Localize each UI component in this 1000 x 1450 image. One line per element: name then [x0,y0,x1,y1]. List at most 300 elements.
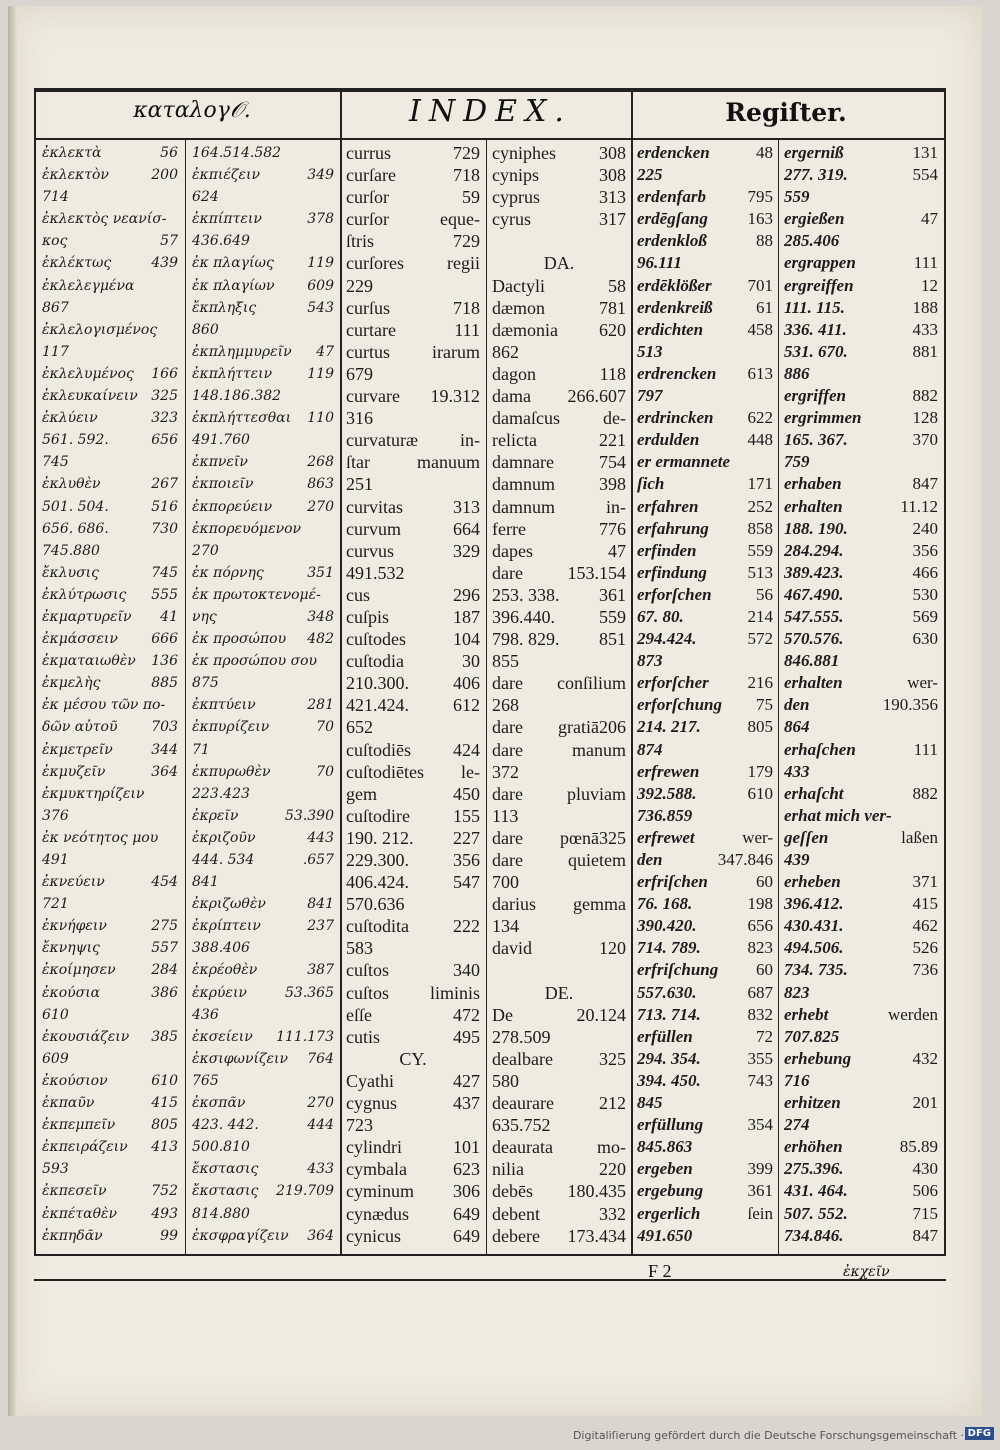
entry-term: cuſpis [346,606,389,627]
index-entry [42,716,178,738]
entry-term: ergebung [637,1181,704,1201]
entry-term: 846.881 [784,651,840,671]
section-heading-label: DA. [543,253,575,274]
section-heading-label: CY. [399,1048,427,1069]
entry-reference: 559 [747,540,773,560]
entry-reference: 354 [747,1115,773,1135]
entry-term: cus [346,584,370,605]
entry-reference: 88 [756,231,773,251]
entry-reference: 281 [307,697,334,714]
index-entry [192,1092,334,1114]
index-entry [784,584,938,606]
index-entry [346,694,480,716]
index-entry [192,429,334,451]
entry-term: 867 [42,299,69,316]
entry-reference: 268 [307,454,334,471]
entry-reference: eque- [440,209,480,230]
index-entry [492,606,626,628]
index-entry [784,1203,938,1225]
entry-term: 570.576. [784,629,844,649]
entry-reference: 163 [747,209,773,229]
index-entry [492,363,626,385]
entry-reference: 427 [453,1070,480,1091]
column-divider-greek [340,88,342,1254]
entry-term: erforſchung [637,695,723,715]
index-entry [42,496,178,518]
index-entry [42,893,178,915]
index-entry [784,1070,938,1092]
index-entry [637,1180,773,1202]
entry-term: 436.649 [192,233,250,250]
entry-reference: 493 [151,1205,178,1222]
entry-reference: 703 [151,719,178,736]
index-entry [42,164,178,186]
index-entry [637,1004,773,1026]
entry-reference: 59 [462,187,480,208]
entry-reference: 85.89 [899,1137,938,1157]
index-entry [637,473,773,495]
entry-term: curſores [346,253,404,274]
entry-term: curſor [346,209,389,230]
entry-term: 679 [346,363,373,384]
entry-term: ἐκπορευόμενον [192,520,302,537]
entry-reference: 776 [599,518,626,539]
entry-reference: 111 [913,253,938,273]
entry-term: currus [346,143,391,163]
entry-term: 745 [42,454,69,471]
index-entry [784,606,938,628]
index-entry [637,959,773,981]
index-entry [492,1070,626,1092]
entry-term: 570.636 [346,894,405,915]
entry-reference: 220 [599,1159,626,1180]
index-entry [637,584,773,606]
entry-term: erdulden [637,430,700,450]
entry-reference: 237 [307,918,334,935]
entry-term: ἐκμελὴς [42,675,101,692]
entry-reference: gemma [573,894,626,915]
entry-reference: .657 [302,852,334,868]
entry-reference: 348 [307,608,334,625]
entry-term: ἐκ προσώπου σου [192,653,318,670]
bottom-rule [34,1254,946,1256]
section-heading [492,982,626,1004]
entry-term: δῶν αὐτοῦ [42,719,118,736]
index-entry [492,1004,626,1026]
entry-term: erdēgſang [637,209,708,229]
entry-term: 734. 735. [784,960,848,980]
entry-reference: 308 [599,143,626,163]
index-entry [192,959,334,981]
entry-term: 421.424. [346,695,409,716]
entry-reference: 666 [151,631,178,648]
index-entry [637,275,773,297]
entry-reference: 715 [912,1203,938,1223]
entry-term: De [492,1004,513,1025]
entry-term: 210.300. [346,673,409,694]
entry-term: ἐκούσια [42,984,101,1001]
entry-reference: quietem [568,850,626,870]
index-entry [784,385,938,407]
index-entry [492,451,626,473]
entry-reference: 805 [747,717,773,737]
entry-term: curtus [346,341,390,362]
index-entry [784,451,938,473]
entry-reference: 687 [747,982,773,1002]
entry-term: 736.859 [637,805,693,825]
entry-term: ἐκματαιωθὲν [42,653,136,670]
index-entry [492,761,626,783]
entry-term: 559 [784,187,810,207]
entry-term: damnare [492,452,554,473]
entry-reference: 424 [453,739,480,760]
index-entry [42,429,178,451]
entry-reference: 20.124 [576,1004,626,1025]
entry-reference: 547 [453,872,480,893]
index-entry [346,252,480,274]
entry-term: dare [492,739,523,760]
entry-reference: 554 [912,165,938,185]
entry-term: ἐκπέταθὲν [42,1205,118,1222]
index-entry [784,937,938,959]
entry-term: 430.431. [784,916,844,936]
section-heading [346,1048,480,1070]
index-entry [42,319,178,341]
index-entry [346,1158,480,1180]
index-entry [346,761,480,783]
subcolumn-divider-german [778,140,779,1254]
index-entry [42,739,178,761]
index-entry [192,982,334,1004]
index-entry [346,827,480,849]
entry-term: νης [192,608,217,625]
entry-term: cuſtodita [346,916,409,937]
index-entry [637,540,773,562]
entry-term: ergeben [637,1159,693,1179]
index-entry [784,783,938,805]
entry-term: erdenfarb [637,187,706,207]
entry-term: er ermannete [637,452,731,472]
entry-term: 431. 464. [784,1181,848,1201]
entry-term: cyrus [492,209,531,230]
entry-term: 561. 592. [42,432,109,449]
entry-reference: 60 [756,872,773,892]
entry-term: erdrencken [637,363,717,383]
entry-term: 444. 534 [192,852,255,868]
index-entry [784,518,938,540]
entry-term: erfriſchung [637,960,719,980]
index-entry [492,562,626,584]
entry-term: 225 [637,165,663,185]
entry-term: ἔκνηψις [42,940,100,957]
entry-term: ἐκ μέσου τῶν πο- [42,697,166,714]
index-entry [192,164,334,186]
entry-term: erdichten [637,319,704,339]
entry-term: 223.423 [192,785,250,802]
entry-term: curvaturæ [346,430,418,451]
entry-reference: 378 [307,211,334,228]
entry-term: Cyathi [346,1070,394,1091]
entry-term: 823 [784,982,810,1002]
entry-term: 111. 115. [784,297,845,317]
index-entry [42,1004,178,1026]
entry-term: ἐκλελεγμένα [42,277,135,294]
entry-reference: 847 [912,1225,938,1245]
entry-reference: 48 [756,143,773,162]
top-rule-thick [34,88,946,92]
index-entry [784,319,938,341]
index-entry [42,937,178,959]
index-entry [42,694,178,716]
entry-reference: 128 [912,408,938,428]
index-entry [492,827,626,849]
entry-reference: 620 [599,319,626,340]
entry-term: ἐκπλημμυρεῖν [192,343,292,360]
index-entry [784,363,938,385]
section-heading-label: DE. [544,982,574,1003]
entry-term: 251 [346,474,373,495]
entry-reference: 53.365 [285,984,334,1001]
index-entry [492,584,626,606]
entry-term: ἐκ πρωτοκτενομέ- [192,586,321,603]
entry-reference: 415 [151,1095,178,1112]
index-entry [346,606,480,628]
index-entry [42,761,178,783]
entry-reference: 443 [307,829,334,846]
entry-term: 188. 190. [784,518,848,538]
entry-term: Dactyli [492,275,545,296]
entry-reference: 325 [151,388,178,405]
entry-reference: 110 [307,410,334,427]
index-entry [346,716,480,738]
entry-reference: conſilium [557,673,626,694]
entry-term: 652 [346,717,373,738]
index-entry [637,1114,773,1136]
entry-reference: 613 [747,363,773,383]
index-entry [492,628,626,650]
entry-term: darius [492,894,536,915]
index-entry [784,959,938,981]
entry-term: david [492,938,532,959]
entry-term: 190. 212. [346,827,414,848]
entry-term: 860 [192,321,219,338]
index-entry [492,518,626,540]
index-entry [346,1026,480,1048]
entry-term: ἐκλεκτὰ [42,145,102,161]
index-entry [784,297,938,319]
entry-term: deaurare [492,1093,554,1114]
entry-term: ἐκ πλαγίων [192,277,275,294]
entry-term: dare [492,673,523,694]
subcolumn-divider-latin [486,140,487,1254]
entry-reference: 120 [599,938,626,959]
entry-reference: 433 [307,1161,334,1178]
index-entry [346,518,480,540]
index-entry [637,606,773,628]
index-entry [192,252,334,274]
entry-reference: 823 [747,938,773,958]
entry-reference: 270 [307,1095,334,1112]
entry-term: ergrimmen [784,408,862,428]
index-entry [192,275,334,297]
entry-term: cynicus [346,1225,401,1246]
entry-reference: 506 [912,1181,938,1201]
index-entry [784,429,938,451]
entry-term: 557.630. [637,982,697,1002]
entry-reference: 332 [599,1203,626,1224]
entry-term: ἐκπνεῖν [192,454,248,471]
entry-reference: 433 [912,319,938,339]
entry-reference: 364 [307,1227,334,1244]
index-entry [346,186,480,208]
index-entry [492,1203,626,1225]
entry-reference: 60 [756,960,773,980]
entry-reference: 516 [151,498,178,515]
index-entry [637,982,773,1004]
index-entry [42,1180,178,1202]
entry-term: 874 [637,739,663,759]
entry-term: ἐκπλήττεσθαι [192,410,292,427]
entry-reference: 56 [756,584,773,604]
index-entry [637,1026,773,1048]
index-entry [784,186,938,208]
entry-reference: 572 [747,629,773,649]
index-entry [784,275,938,297]
entry-term: ἐκλύειν [42,410,98,427]
index-entry [784,252,938,274]
entry-term: ἐκλύτρωσις [42,586,127,603]
entry-reference: 754 [599,452,626,473]
entry-term: ἐκπεμπεῖν [42,1117,116,1134]
index-entry [784,893,938,915]
entry-reference: 858 [747,518,773,538]
entry-reference: manuum [417,452,480,473]
index-entry [192,1048,334,1070]
entry-term: 214. 217. [637,717,701,737]
index-entry [637,186,773,208]
entry-term: ἔκστασις [192,1183,259,1200]
entry-term: cynædus [346,1203,409,1224]
index-entry [784,1048,938,1070]
index-entry [42,208,178,230]
index-entry [784,871,938,893]
index-entry [42,1026,178,1048]
entry-term: cyprus [492,187,540,208]
entry-term: den [637,850,663,869]
entry-reference: 386 [151,984,178,1001]
index-entry [492,893,626,915]
index-entry [492,319,626,341]
index-entry [42,1114,178,1136]
index-entry [42,805,178,827]
entry-term: cygnus [346,1093,397,1114]
index-entry [42,341,178,363]
register-header: Regiſter. [725,98,847,127]
index-entry [492,783,626,805]
index-entry [192,716,334,738]
entry-term: dæmonia [492,319,558,340]
entry-term: nilia [492,1159,524,1180]
entry-term: debere [492,1225,540,1246]
index-entry [784,208,938,230]
index-entry [192,407,334,429]
entry-term: ergreiffen [784,275,854,295]
entry-term: 423. 442. [192,1117,259,1134]
index-entry [192,518,334,540]
entry-term: 229 [346,275,373,296]
entry-term: 67. 80. [637,606,684,626]
entry-term: 500.810 [192,1139,250,1156]
index-entry [42,915,178,937]
index-entry [346,937,480,959]
index-entry [492,805,626,827]
entry-reference: 745 [151,564,178,581]
entry-reference: 99 [160,1227,178,1244]
index-header: INDEX. [409,94,572,129]
index-entry [492,694,626,716]
index-entry [637,672,773,694]
index-entry [784,982,938,1004]
index-entry [42,871,178,893]
entry-term: dare [492,717,523,738]
entry-reference: 47 [921,209,938,229]
index-entry [637,739,773,761]
index-entry [637,1158,773,1180]
index-entry [42,1048,178,1070]
entry-reference: 701 [747,275,773,295]
entry-reference: 11.12 [900,496,938,516]
entry-reference: 399 [747,1159,773,1179]
entry-term: ſtar [346,452,370,473]
entry-reference: 56 [160,145,178,161]
index-entry [192,893,334,915]
entry-term: ἐκρύειν [192,984,247,1001]
entry-term: 745.880 [42,542,100,559]
index-entry [637,297,773,319]
index-entry [492,1114,626,1136]
index-entry [637,518,773,540]
entry-reference: 622 [747,408,773,428]
index-entry [346,451,480,473]
entry-term: dama [492,386,531,407]
entry-term: 513 [637,341,663,361]
index-entry [346,562,480,584]
entry-reference: wer- [907,673,938,693]
index-entry [42,186,178,208]
entry-term: 845 [637,1093,663,1113]
book-page [8,6,982,1416]
entry-reference: regii [447,253,480,274]
entry-term: 278.509 [492,1026,551,1047]
entry-term: cuſtodia [346,651,404,672]
entry-reference: 198 [747,894,773,914]
index-entry [637,208,773,230]
entry-reference: 356 [453,850,480,870]
entry-term: erhitzen [784,1093,841,1113]
entry-term: 797 [637,386,663,406]
index-entry [346,1092,480,1114]
entry-term: ἐκνήφειν [42,918,107,935]
entry-reference: 214 [747,606,773,626]
entry-term: ἐκπιέζειν [192,167,260,184]
entry-reference: le- [461,761,480,782]
index-entry [492,915,626,937]
index-entry [492,1180,626,1202]
index-entry [637,496,773,518]
index-entry [192,363,334,385]
entry-term: erdenkloß [637,231,707,251]
entry-term: 491 [42,852,69,868]
